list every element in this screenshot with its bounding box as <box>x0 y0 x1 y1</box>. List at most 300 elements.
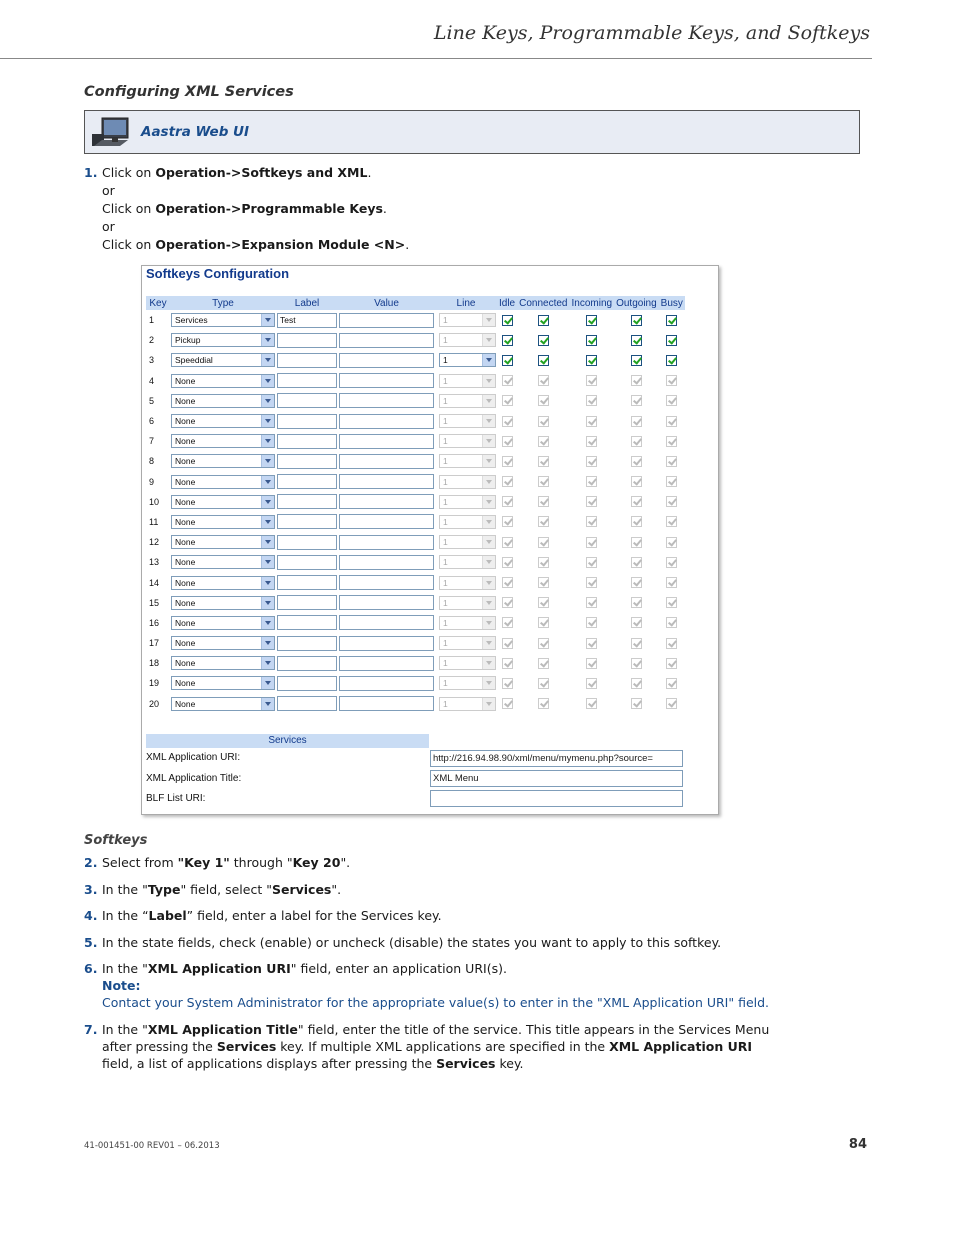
step-text: Select from <box>102 855 178 870</box>
value-input[interactable] <box>339 414 434 429</box>
type-select[interactable] <box>171 454 275 468</box>
outgoing-checkbox[interactable] <box>631 698 642 709</box>
idle-checkbox[interactable] <box>502 557 513 568</box>
type-select-value: None <box>175 416 196 427</box>
column-header: Label <box>276 296 338 310</box>
busy-checkbox[interactable] <box>666 375 677 386</box>
menu-path: Operation->Expansion Module <N> <box>155 237 406 252</box>
line-select-value: 1 <box>443 698 448 709</box>
value-input[interactable] <box>339 313 434 328</box>
label-input[interactable] <box>277 636 337 651</box>
chevron-down-icon <box>482 415 495 427</box>
connected-checkbox[interactable] <box>538 335 549 346</box>
type-select[interactable] <box>171 394 275 408</box>
label-input[interactable] <box>277 656 337 671</box>
column-header: Connected <box>519 297 568 309</box>
table-row <box>146 472 685 492</box>
type-select[interactable] <box>171 535 275 549</box>
value-input[interactable] <box>339 595 434 610</box>
busy-checkbox[interactable] <box>666 456 677 467</box>
type-select[interactable] <box>171 576 275 590</box>
line-select-value: 1 <box>443 436 448 447</box>
label-input[interactable] <box>277 696 337 711</box>
step-5 <box>84 934 774 951</box>
chevron-down-icon <box>261 476 274 488</box>
step-text: through " <box>229 855 293 870</box>
chevron-down-icon <box>261 516 274 528</box>
step-bold: "Key 1" <box>177 855 230 870</box>
step-text: field, a list of applications displays after pressing the <box>102 1055 437 1071</box>
label-input[interactable] <box>277 575 337 590</box>
incoming-checkbox[interactable] <box>586 638 597 649</box>
step-bold: XML Application Title <box>147 1021 298 1037</box>
value-input[interactable] <box>339 494 434 509</box>
value-input[interactable] <box>339 393 434 408</box>
table-row <box>146 451 685 471</box>
line-select[interactable] <box>439 394 496 408</box>
step-text: Click on <box>102 237 156 252</box>
table-row <box>146 330 685 350</box>
incoming-checkbox[interactable] <box>586 516 597 527</box>
incoming-checkbox[interactable] <box>586 658 597 669</box>
type-select[interactable] <box>171 616 275 630</box>
outgoing-checkbox[interactable] <box>631 658 642 669</box>
step-text: ". <box>331 881 342 897</box>
line-select[interactable] <box>439 596 496 610</box>
line-select[interactable] <box>439 313 496 327</box>
outgoing-checkbox[interactable] <box>631 395 642 406</box>
key-number: 19 <box>149 678 160 689</box>
label-input[interactable] <box>277 393 337 408</box>
outgoing-checkbox[interactable] <box>631 577 642 588</box>
key-number: 2 <box>149 335 155 346</box>
key-number: 18 <box>149 658 160 669</box>
label-input[interactable] <box>277 535 337 550</box>
value-input[interactable] <box>339 575 434 590</box>
label-input[interactable] <box>277 353 337 368</box>
line-select[interactable] <box>439 353 496 367</box>
connected-checkbox[interactable] <box>538 395 549 406</box>
step-text: Click on <box>102 201 156 216</box>
incoming-checkbox[interactable] <box>586 456 597 467</box>
outgoing-checkbox[interactable] <box>631 335 642 346</box>
incoming-checkbox[interactable] <box>586 537 597 548</box>
busy-checkbox[interactable] <box>666 355 677 366</box>
step-text: In the " <box>102 881 148 897</box>
idle-checkbox[interactable] <box>502 496 513 507</box>
blf-list-label: BLF List URI: <box>146 793 206 804</box>
connected-checkbox[interactable] <box>538 375 549 386</box>
connected-checkbox[interactable] <box>538 436 549 447</box>
line-select[interactable] <box>439 555 496 569</box>
busy-checkbox[interactable] <box>666 638 677 649</box>
panel-title: Softkeys Configuration <box>146 266 290 281</box>
xml-uri-input[interactable]: http://216.94.98.90/xml/menu/mymenu.php?source= <box>430 750 683 767</box>
value-input[interactable] <box>339 535 434 550</box>
step-bold: Key 20 <box>292 855 341 870</box>
type-select-value: None <box>175 658 196 669</box>
connected-checkbox[interactable] <box>538 456 549 467</box>
chevron-down-icon <box>482 597 495 609</box>
connected-checkbox[interactable] <box>538 476 549 487</box>
type-select[interactable] <box>171 434 275 448</box>
chevron-down-icon <box>261 496 274 508</box>
outgoing-checkbox[interactable] <box>631 496 642 507</box>
outgoing-checkbox[interactable] <box>631 537 642 548</box>
idle-checkbox[interactable] <box>502 395 513 406</box>
incoming-checkbox[interactable] <box>586 577 597 588</box>
line-select[interactable] <box>439 475 496 489</box>
connected-checkbox[interactable] <box>538 557 549 568</box>
connected-checkbox[interactable] <box>538 496 549 507</box>
busy-checkbox[interactable] <box>666 335 677 346</box>
step-text: Click on <box>102 165 156 180</box>
connected-checkbox[interactable] <box>538 638 549 649</box>
note-heading: Note: <box>102 978 141 993</box>
type-select-value: None <box>175 557 196 568</box>
key-number: 11 <box>149 516 159 527</box>
value-input[interactable] <box>339 636 434 651</box>
incoming-checkbox[interactable] <box>586 597 597 608</box>
busy-checkbox[interactable] <box>666 496 677 507</box>
idle-checkbox[interactable] <box>502 617 513 628</box>
line-select[interactable] <box>439 454 496 468</box>
or-text: or <box>102 183 115 198</box>
line-select[interactable] <box>439 676 496 690</box>
value-input[interactable] <box>339 555 434 570</box>
table-row <box>146 694 685 714</box>
step-text: " field, enter the title of the service. This title appears in the Services Menu after pressing the <box>102 1021 770 1054</box>
connected-checkbox[interactable] <box>538 698 549 709</box>
label-input[interactable]: Test <box>277 313 337 328</box>
chevron-down-icon <box>261 597 274 609</box>
connected-checkbox[interactable] <box>538 416 549 427</box>
label-input[interactable] <box>277 555 337 570</box>
step-list-1 <box>84 164 774 254</box>
blf-list-input[interactable] <box>430 790 683 807</box>
type-select[interactable] <box>171 676 275 690</box>
line-select[interactable] <box>439 515 496 529</box>
table-row <box>146 613 685 633</box>
chevron-down-icon <box>261 455 274 467</box>
incoming-checkbox[interactable] <box>586 355 597 366</box>
outgoing-checkbox[interactable] <box>631 638 642 649</box>
line-select[interactable] <box>439 636 496 650</box>
busy-checkbox[interactable] <box>666 678 677 689</box>
menu-path: Operation->Programmable Keys <box>155 201 383 216</box>
outgoing-checkbox[interactable] <box>631 678 642 689</box>
busy-checkbox[interactable] <box>666 416 677 427</box>
step-text: ” field, enter a label for the Services key. <box>186 908 442 923</box>
column-header: Key <box>146 296 170 310</box>
idle-checkbox[interactable] <box>502 638 513 649</box>
step-number: 4. <box>84 908 98 923</box>
step-text: . <box>382 201 387 216</box>
type-select-value: None <box>175 516 196 527</box>
outgoing-checkbox[interactable] <box>631 476 642 487</box>
key-number: 10 <box>149 496 160 507</box>
outgoing-checkbox[interactable] <box>631 436 642 447</box>
step-text: key. <box>495 1055 524 1071</box>
key-number: 1 <box>149 315 155 326</box>
type-select-value: None <box>175 436 196 447</box>
incoming-checkbox[interactable] <box>586 416 597 427</box>
value-input[interactable] <box>339 373 434 388</box>
idle-checkbox[interactable] <box>502 456 513 467</box>
idle-checkbox[interactable] <box>502 476 513 487</box>
line-select-value: 1 <box>443 516 448 527</box>
type-select[interactable] <box>171 313 275 327</box>
section-title: Configuring XML Services <box>84 84 294 100</box>
header-rule <box>0 58 872 59</box>
step-4 <box>84 907 774 924</box>
chevron-down-icon <box>261 657 274 669</box>
line-select[interactable] <box>439 414 496 428</box>
outgoing-checkbox[interactable] <box>631 355 642 366</box>
line-select[interactable] <box>439 495 496 509</box>
web-ui-label: Aastra Web UI <box>141 124 250 140</box>
type-select[interactable] <box>171 333 275 347</box>
table-row <box>146 673 685 693</box>
type-select-value: None <box>175 698 196 709</box>
incoming-checkbox[interactable] <box>586 496 597 507</box>
idle-checkbox[interactable] <box>502 355 513 366</box>
idle-checkbox[interactable] <box>502 436 513 447</box>
step-bold: Services <box>436 1055 496 1071</box>
type-select-value: None <box>175 456 196 467</box>
label-input[interactable] <box>277 454 337 469</box>
line-select[interactable] <box>439 576 496 590</box>
line-select-value: 1 <box>443 597 448 608</box>
outgoing-checkbox[interactable] <box>631 516 642 527</box>
step-number: 6. <box>84 961 98 976</box>
label-input[interactable] <box>277 373 337 388</box>
idle-checkbox[interactable] <box>502 577 513 588</box>
xml-title-input[interactable]: XML Menu <box>430 770 683 787</box>
chevron-down-icon <box>261 637 274 649</box>
outgoing-checkbox[interactable] <box>631 597 642 608</box>
key-number: 17 <box>149 638 160 649</box>
connected-checkbox[interactable] <box>538 597 549 608</box>
line-select[interactable] <box>439 656 496 670</box>
label-input[interactable] <box>277 615 337 630</box>
step-number: 2. <box>84 855 98 870</box>
outgoing-checkbox[interactable] <box>631 617 642 628</box>
value-input[interactable] <box>339 514 434 529</box>
idle-checkbox[interactable] <box>502 315 513 326</box>
value-input[interactable] <box>339 434 434 449</box>
value-input[interactable] <box>339 656 434 671</box>
step-text: In the “ <box>102 908 149 923</box>
type-select-value: None <box>175 617 196 628</box>
type-select[interactable] <box>171 596 275 610</box>
connected-checkbox[interactable] <box>538 678 549 689</box>
line-select-value: 1 <box>443 335 448 346</box>
chevron-down-icon <box>261 435 274 447</box>
step-bold: Services <box>271 881 332 897</box>
key-number: 15 <box>149 597 160 608</box>
computer-icon <box>90 116 132 150</box>
type-select-value: Services <box>175 315 208 326</box>
type-select[interactable] <box>171 475 275 489</box>
idle-checkbox[interactable] <box>502 335 513 346</box>
type-select[interactable] <box>171 353 275 367</box>
menu-path: Operation->Softkeys and XML <box>155 165 368 180</box>
busy-checkbox[interactable] <box>666 658 677 669</box>
value-input[interactable] <box>339 615 434 630</box>
label-input[interactable] <box>277 514 337 529</box>
step-bold: Services <box>216 1038 277 1054</box>
step-bold: Type <box>147 881 181 897</box>
line-select-value: 1 <box>443 577 448 588</box>
incoming-checkbox[interactable] <box>586 698 597 709</box>
label-input[interactable] <box>277 676 337 691</box>
xml-title-label: XML Application Title: <box>146 773 242 784</box>
connected-checkbox[interactable] <box>538 315 549 326</box>
label-input[interactable] <box>277 474 337 489</box>
chevron-down-icon <box>261 577 274 589</box>
incoming-checkbox[interactable] <box>586 315 597 326</box>
incoming-checkbox[interactable] <box>586 395 597 406</box>
outgoing-checkbox[interactable] <box>631 456 642 467</box>
chevron-down-icon <box>482 496 495 508</box>
line-select[interactable] <box>439 616 496 630</box>
value-input[interactable] <box>339 676 434 691</box>
line-select[interactable] <box>439 374 496 388</box>
idle-checkbox[interactable] <box>502 416 513 427</box>
key-number: 14 <box>149 577 160 588</box>
key-number: 4 <box>149 375 155 386</box>
type-select[interactable] <box>171 515 275 529</box>
type-select[interactable] <box>171 374 275 388</box>
value-input[interactable] <box>339 696 434 711</box>
chevron-down-icon <box>261 354 274 366</box>
table-row <box>146 371 685 391</box>
type-select-value: None <box>175 638 196 649</box>
busy-checkbox[interactable] <box>666 597 677 608</box>
label-input[interactable] <box>277 333 337 348</box>
chevron-down-icon <box>261 334 274 346</box>
table-row <box>146 391 685 411</box>
busy-checkbox[interactable] <box>666 315 677 326</box>
value-input[interactable] <box>339 474 434 489</box>
chevron-down-icon <box>482 516 495 528</box>
line-select[interactable] <box>439 333 496 347</box>
type-select[interactable] <box>171 555 275 569</box>
idle-checkbox[interactable] <box>502 698 513 709</box>
idle-checkbox[interactable] <box>502 678 513 689</box>
chevron-down-icon <box>482 698 495 710</box>
busy-checkbox[interactable] <box>666 698 677 709</box>
column-header: Busy <box>660 297 683 309</box>
key-number: 13 <box>149 557 160 568</box>
label-input[interactable] <box>277 434 337 449</box>
incoming-checkbox[interactable] <box>586 678 597 689</box>
outgoing-checkbox[interactable] <box>631 416 642 427</box>
table-row <box>146 492 685 512</box>
line-select-value: 1 <box>443 416 448 427</box>
line-select[interactable] <box>439 535 496 549</box>
connected-checkbox[interactable] <box>538 658 549 669</box>
step-text: . <box>405 237 410 252</box>
busy-checkbox[interactable] <box>666 617 677 628</box>
busy-checkbox[interactable] <box>666 537 677 548</box>
incoming-checkbox[interactable] <box>586 375 597 386</box>
busy-checkbox[interactable] <box>666 395 677 406</box>
line-select[interactable] <box>439 434 496 448</box>
incoming-checkbox[interactable] <box>586 557 597 568</box>
idle-checkbox[interactable] <box>502 375 513 386</box>
table-row <box>146 512 685 532</box>
connected-checkbox[interactable] <box>538 516 549 527</box>
value-input[interactable] <box>339 333 434 348</box>
softkeys-caption: Softkeys <box>84 833 148 848</box>
incoming-checkbox[interactable] <box>586 335 597 346</box>
connected-checkbox[interactable] <box>538 617 549 628</box>
column-header: Line <box>435 296 497 310</box>
line-select[interactable] <box>439 697 496 711</box>
outgoing-checkbox[interactable] <box>631 315 642 326</box>
type-select[interactable] <box>171 636 275 650</box>
table-row <box>146 572 685 592</box>
type-select-value: None <box>175 678 196 689</box>
type-select[interactable] <box>171 495 275 509</box>
outgoing-checkbox[interactable] <box>631 375 642 386</box>
step-text: In the " <box>102 1021 148 1037</box>
column-header: Value <box>338 296 435 310</box>
connected-checkbox[interactable] <box>538 537 549 548</box>
value-input[interactable] <box>339 454 434 469</box>
connected-checkbox[interactable] <box>538 577 549 588</box>
step-text: ". <box>340 855 351 870</box>
type-select[interactable] <box>171 697 275 711</box>
idle-checkbox[interactable] <box>502 537 513 548</box>
type-select-value: Pickup <box>175 335 201 346</box>
incoming-checkbox[interactable] <box>586 617 597 628</box>
softkeys-table-body <box>146 310 685 714</box>
page-header-title: Line Keys, Programmable Keys, and Softkeys <box>433 22 870 44</box>
label-input[interactable] <box>277 595 337 610</box>
step-text: key. If multiple XML applications are specified in the <box>276 1038 610 1054</box>
step-text: " field, select " <box>180 881 272 897</box>
label-input[interactable] <box>277 494 337 509</box>
outgoing-checkbox[interactable] <box>631 557 642 568</box>
type-select[interactable] <box>171 656 275 670</box>
busy-checkbox[interactable] <box>666 476 677 487</box>
value-input[interactable] <box>339 353 434 368</box>
chevron-down-icon <box>261 395 274 407</box>
idle-checkbox[interactable] <box>502 516 513 527</box>
idle-checkbox[interactable] <box>502 658 513 669</box>
chevron-down-icon <box>261 677 274 689</box>
connected-checkbox[interactable] <box>538 355 549 366</box>
step-number: 7. <box>84 1021 98 1037</box>
label-input[interactable] <box>277 414 337 429</box>
incoming-checkbox[interactable] <box>586 436 597 447</box>
type-select[interactable] <box>171 414 275 428</box>
type-select-value: None <box>175 496 196 507</box>
step-1 <box>84 164 774 254</box>
chevron-down-icon <box>261 314 274 326</box>
busy-checkbox[interactable] <box>666 516 677 527</box>
busy-checkbox[interactable] <box>666 577 677 588</box>
busy-checkbox[interactable] <box>666 557 677 568</box>
incoming-checkbox[interactable] <box>586 476 597 487</box>
idle-checkbox[interactable] <box>502 597 513 608</box>
busy-checkbox[interactable] <box>666 436 677 447</box>
or-text: or <box>102 219 115 234</box>
column-header: Incoming <box>571 297 613 309</box>
